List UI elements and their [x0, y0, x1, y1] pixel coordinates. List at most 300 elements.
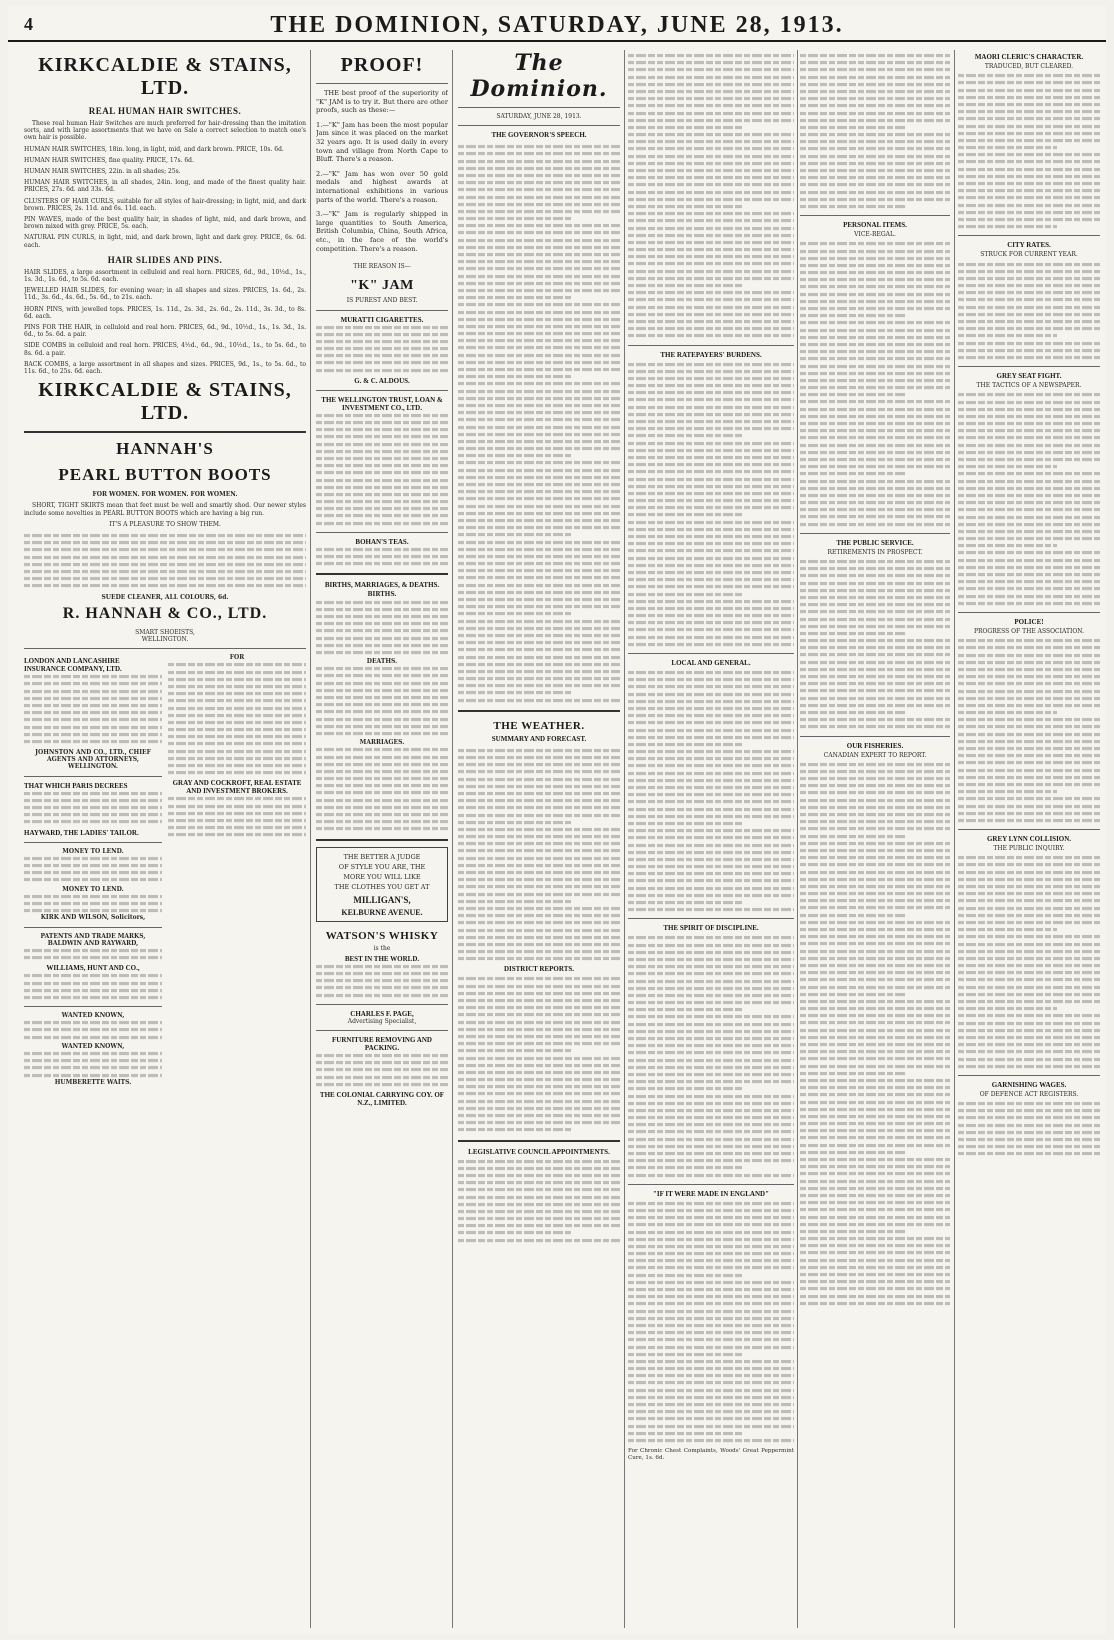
text-line — [800, 429, 950, 432]
text-line — [628, 1360, 794, 1363]
text-line — [800, 718, 950, 721]
text-line — [800, 147, 950, 150]
weather-heading: THE WEATHER. — [493, 719, 585, 732]
text-line — [458, 1085, 620, 1088]
text-line — [458, 382, 620, 385]
text-line — [800, 140, 950, 143]
text-line — [458, 749, 620, 752]
text-line — [958, 675, 1100, 678]
text-line — [628, 600, 794, 603]
text-line — [628, 1223, 794, 1226]
text-line — [628, 1001, 794, 1004]
text-line — [628, 111, 794, 114]
text-line — [958, 587, 1100, 590]
text-line — [628, 205, 744, 208]
text-line — [628, 678, 794, 681]
text-line — [800, 1302, 950, 1305]
text-line — [458, 1100, 620, 1103]
text-line — [628, 54, 794, 57]
births-sub: BIRTHS. — [367, 591, 397, 599]
text-line — [800, 1216, 950, 1219]
grey-fight-body — [958, 391, 1100, 607]
text-line — [628, 944, 794, 947]
wanted-known: WANTED KNOWN, — [61, 1012, 125, 1020]
text-line — [800, 603, 950, 606]
text-line — [458, 821, 571, 824]
lancashire-title: LONDON AND LANCASHIRE INSURANCE COMPANY, LTD. — [24, 657, 122, 674]
text-line — [958, 480, 1100, 483]
text-line — [800, 1144, 950, 1147]
text-line — [628, 1008, 744, 1011]
text-line — [800, 1093, 950, 1096]
text-line — [458, 246, 620, 249]
text-line — [628, 693, 794, 696]
text-line — [458, 519, 620, 522]
text-line — [458, 799, 620, 802]
text-line — [800, 574, 950, 577]
text-line — [800, 249, 950, 252]
maori-body — [958, 72, 1100, 230]
text-line — [628, 1245, 794, 1248]
text-line — [458, 813, 620, 816]
hannah-city: WELLINGTON. — [141, 636, 189, 643]
text-line — [628, 987, 794, 990]
text-line — [628, 1367, 794, 1370]
text-line — [628, 685, 794, 688]
text-line — [458, 267, 620, 270]
text-line — [800, 487, 950, 490]
text-line — [800, 155, 950, 158]
text-line — [800, 205, 905, 208]
text-line — [628, 155, 794, 158]
text-line — [628, 1310, 794, 1313]
text-line — [458, 505, 620, 508]
text-line — [958, 342, 1100, 345]
text-line — [958, 110, 1100, 113]
text-line — [458, 950, 620, 953]
text-line — [458, 310, 620, 313]
garnishing-body — [958, 1100, 1100, 1158]
column-rule — [310, 50, 311, 1628]
reason-brand: "K" JAM — [350, 278, 414, 294]
text-line — [958, 573, 1100, 576]
text-line — [800, 835, 905, 838]
dominion-nameplate: The Dominion. — [470, 50, 608, 102]
text-line — [958, 160, 1100, 163]
text-line — [628, 1317, 794, 1320]
text-line — [458, 977, 620, 980]
text-line — [800, 329, 950, 332]
text-line — [628, 779, 794, 782]
text-line — [958, 139, 1100, 142]
text-line — [958, 225, 1057, 228]
hair-item: NATURAL PIN CURLS, in light, mid, and dark brown, light and dark grey. PRICE, 6s. 6d. each. — [24, 234, 306, 249]
text-line — [958, 668, 1100, 671]
text-line — [800, 515, 950, 518]
births-heading: BIRTHS, MARRIAGES, & DEATHS. — [324, 581, 440, 590]
text-line — [628, 671, 794, 674]
text-line — [628, 628, 794, 631]
kirk-wilson: KIRK AND WILSON, Solicitors, — [40, 914, 146, 922]
text-line — [628, 463, 794, 466]
text-line — [628, 872, 794, 875]
text-line — [458, 943, 620, 946]
slide-item: HAIR SLIDES, a large assortment in celluloid and real horn. PRICES, 6d., 9d., 10½d., 1s., 1s. 3d., 1s. 6d., to 5s. 6d. each. — [24, 268, 306, 284]
text-line — [958, 689, 1100, 692]
text-line — [628, 764, 794, 767]
text-line — [800, 300, 950, 303]
text-line — [958, 602, 1100, 605]
text-line — [458, 497, 620, 500]
text-line — [458, 655, 620, 658]
text-line — [800, 162, 950, 165]
text-line — [458, 992, 620, 995]
text-line — [458, 332, 620, 335]
text-line — [958, 472, 1100, 475]
text-line — [800, 697, 950, 700]
district-body — [458, 975, 620, 1133]
text-line — [628, 614, 794, 617]
text-line — [800, 444, 950, 447]
text-line — [458, 1035, 620, 1038]
gray-cockroft: GRAY AND COCKROFT, REAL ESTATE AND INVESTMENT BROKERS. — [172, 779, 302, 796]
text-line — [628, 1381, 794, 1384]
text-line — [958, 725, 1100, 728]
column-rule — [954, 50, 955, 1628]
text-line — [458, 1006, 620, 1009]
text-line — [800, 1259, 950, 1262]
text-line — [628, 808, 794, 811]
text-line — [958, 175, 1100, 178]
text-line — [628, 413, 794, 416]
kirkcaldie-footer: KIRKCALDIE & STAINS, LTD. — [38, 379, 292, 425]
text-line — [800, 906, 950, 909]
text-line — [958, 871, 1100, 874]
text-line — [958, 408, 1100, 411]
text-line — [958, 182, 1100, 185]
text-line — [800, 1266, 950, 1269]
deaths-sub: DEATHS. — [366, 658, 398, 666]
text-line — [800, 264, 950, 267]
text-line — [628, 90, 794, 93]
text-line — [628, 76, 794, 79]
text-line — [628, 836, 794, 839]
text-line — [800, 293, 950, 296]
text-line — [628, 636, 794, 639]
text-line — [800, 68, 950, 71]
england-body — [628, 1200, 794, 1444]
maori-heading: MAORI CLERIC'S CHARACTER. — [974, 53, 1084, 61]
hair-intro: These real human Hair Switches are much preferred for hair-dressing than the imitation sorts, and with large assortments that we have on Sale a correct selection to match one's own hair is possible. — [24, 120, 306, 142]
text-line — [958, 580, 1100, 583]
hannah-tagline: SMART SHOEISTS, — [135, 628, 195, 636]
text-line — [458, 217, 571, 220]
text-line — [458, 792, 620, 795]
text-line — [958, 146, 1057, 149]
text-line — [628, 1331, 794, 1334]
text-line — [800, 914, 905, 917]
text-line — [628, 843, 794, 846]
ratepayers-heading: THE RATEPAYERS' BURDENS. — [660, 350, 762, 359]
text-line — [458, 555, 620, 558]
text-line — [458, 1107, 620, 1110]
text-line — [458, 999, 620, 1002]
marriages-sub: MARRIAGES. — [359, 739, 405, 747]
text-line — [628, 1073, 794, 1076]
text-line — [458, 641, 620, 644]
hair-item: HUMAN HAIR SWITCHES, 22in. in all shades; 25s. — [24, 168, 181, 176]
column-news-b — [800, 50, 950, 1628]
wellington-trust: THE WELLINGTON TRUST, LOAN & INVESTMENT CO., LTD. — [321, 395, 443, 412]
text-line — [800, 415, 950, 418]
text-line — [800, 1208, 950, 1211]
text-line — [800, 1280, 950, 1283]
text-line — [800, 763, 950, 766]
text-line — [628, 757, 794, 760]
text-line — [958, 218, 1100, 221]
text-line — [628, 169, 794, 172]
watsons-best: BEST IN THE WORLD. — [344, 954, 420, 963]
hannah-copy: SHORT, TIGHT SKIRTS mean that feet must be well and smartly shod. Our newer styles include some novelties in PEARL BUTTON BOOTS which are having a big run. — [24, 502, 306, 517]
text-line — [628, 958, 794, 961]
text-line — [800, 971, 950, 974]
text-line — [628, 1066, 794, 1069]
text-line — [800, 639, 950, 642]
text-line — [628, 499, 794, 502]
text-line — [628, 1059, 794, 1062]
text-line — [958, 993, 1100, 996]
text-line — [458, 224, 620, 227]
text-line — [628, 721, 794, 724]
text-line — [800, 54, 950, 57]
text-line — [628, 1259, 794, 1262]
text-line — [958, 776, 1100, 779]
watsons: WATSON'S WHISKY — [325, 929, 439, 942]
text-line — [958, 769, 1100, 772]
text-line — [628, 1345, 794, 1348]
text-line — [800, 422, 950, 425]
column-rule — [624, 50, 625, 1628]
aldous: G. & C. ALDOUS. — [354, 376, 410, 385]
text-line — [628, 183, 794, 186]
furniture: FURNITURE REMOVING AND PACKING. — [332, 1035, 432, 1052]
text-line — [800, 799, 950, 802]
police-body — [958, 637, 1100, 824]
text-line — [800, 126, 905, 129]
text-line — [800, 501, 950, 504]
text-line — [628, 1439, 794, 1442]
text-line — [800, 1287, 950, 1290]
judge-line: OF STYLE YOU ARE, THE — [338, 862, 426, 871]
text-line — [800, 668, 950, 671]
text-line — [800, 1050, 950, 1053]
text-line — [628, 643, 794, 646]
text-line — [628, 255, 794, 258]
text-line — [628, 1123, 794, 1126]
text-line — [800, 169, 950, 172]
text-line — [800, 978, 950, 981]
text-line — [628, 1374, 794, 1377]
canadian-expert: CANADIAN EXPERT TO REPORT. — [823, 751, 927, 759]
text-line — [628, 241, 794, 244]
text-line — [628, 1410, 794, 1413]
hannah-title: HANNAH'S — [116, 439, 214, 459]
lancashire-agents: JOHNSTON AND CO., LTD., CHIEF AGENTS AND ATTORNEYS, WELLINGTON. — [35, 749, 151, 771]
text-line — [800, 661, 950, 664]
text-line — [628, 1015, 794, 1018]
text-line — [958, 270, 1100, 273]
legislative-body — [458, 1158, 620, 1244]
column-rule — [797, 50, 798, 1628]
text-line — [628, 370, 794, 373]
text-line — [458, 1188, 620, 1191]
hannah-pleasure: IT'S A PLEASURE TO SHOW THEM. — [109, 520, 221, 528]
hair-item: HUMAN HAIR SWITCHES, fine quality. PRICE, 17s. 6d. — [24, 156, 194, 164]
text-line — [458, 670, 620, 673]
text-line — [800, 61, 950, 64]
text-line — [800, 1007, 950, 1010]
text-line — [458, 397, 620, 400]
text-line — [458, 152, 620, 155]
text-line — [628, 549, 794, 552]
text-line — [958, 537, 1100, 540]
text-line — [628, 1109, 794, 1112]
text-line — [800, 1151, 905, 1154]
text-line — [800, 871, 950, 874]
text-line — [458, 368, 620, 371]
text-line — [958, 971, 1100, 974]
text-line — [958, 812, 1100, 815]
text-line — [458, 785, 620, 788]
text-line — [458, 490, 620, 493]
text-line — [628, 1030, 794, 1033]
text-line — [458, 663, 620, 666]
muratti: MURATTI CIGARETTES. — [340, 315, 424, 324]
text-line — [628, 736, 794, 739]
text-line — [800, 863, 950, 866]
text-line — [800, 133, 950, 136]
text-line — [628, 320, 794, 323]
legislative-heading: LEGISLATIVE COUNCIL APPOINTMENTS. — [468, 1147, 610, 1156]
text-line — [458, 1167, 620, 1170]
text-line — [628, 449, 794, 452]
text-line — [800, 307, 950, 310]
text-line — [958, 429, 1100, 432]
text-line — [628, 126, 744, 129]
reason-tag: IS PUREST AND BEST. — [346, 297, 418, 305]
text-line — [628, 212, 794, 215]
text-line — [628, 707, 794, 710]
governors-speech-body — [458, 143, 620, 704]
text-line — [628, 477, 794, 480]
text-line — [800, 104, 950, 107]
text-line — [628, 427, 794, 430]
text-line — [458, 174, 620, 177]
slide-item: HORN PINS, with jewelled tops. PRICES, 1s. 11d., 2s. 3d., 2s. 6d., 2s. 11d., 3s. 3d., to 8s. 6d. each. — [24, 305, 306, 320]
text-line — [958, 878, 1100, 881]
text-line — [628, 542, 794, 545]
masthead — [8, 6, 1106, 42]
greylynn-body — [958, 854, 1100, 1070]
text-line — [458, 1078, 620, 1081]
text-line — [458, 540, 620, 543]
text-line — [628, 972, 794, 975]
text-line — [800, 1129, 950, 1132]
text-line — [958, 313, 1100, 316]
text-line — [628, 793, 794, 796]
text-line — [628, 104, 794, 107]
hair-item: HUMAN HAIR SWITCHES, in all shades, 24in. long, and made of the finest quality hair. PRICES, 27s. 6d. and 33s. 6d. — [24, 179, 306, 194]
text-line — [800, 1223, 950, 1226]
wanted-known: WANTED KNOWN, — [61, 1042, 125, 1050]
text-line — [958, 790, 1057, 793]
hannah-subtitle: PEARL BUTTON BOOTS — [58, 465, 272, 485]
text-line — [458, 526, 620, 529]
slide-item: BACK COMBS, a large assortment in all shapes and sizes. PRICES, 9d., 1s., to 5s. 6d., to 11s. 6d., to 25s. 6d. each. — [24, 360, 306, 376]
text-line — [628, 1425, 794, 1428]
text-line — [958, 899, 1100, 902]
city-rates-heading: CITY RATES. — [1007, 241, 1051, 250]
text-line — [958, 103, 1100, 106]
text-line — [458, 1217, 620, 1220]
milligans: MILLIGAN'S, — [353, 894, 411, 905]
text-line — [628, 901, 744, 904]
text-line — [458, 778, 620, 781]
text-line — [628, 700, 794, 703]
text-line — [958, 132, 1100, 135]
ratepayers-body — [628, 361, 794, 649]
text-line — [458, 260, 620, 263]
text-line — [958, 298, 1100, 301]
text-line — [958, 566, 1100, 569]
text-line — [800, 820, 950, 823]
text-line — [458, 957, 620, 960]
text-line — [628, 191, 794, 194]
text-line — [458, 461, 620, 464]
greylynn-heading: GREY LYNN COLLISION. — [986, 835, 1072, 844]
text-line — [800, 1295, 950, 1298]
text-line — [800, 1172, 950, 1175]
text-line — [458, 354, 620, 357]
hayward-title: THAT WHICH PARIS DECREES — [24, 781, 128, 790]
text-line — [628, 822, 744, 825]
text-line — [958, 733, 1100, 736]
text-line — [800, 1101, 950, 1104]
text-line — [458, 1203, 620, 1206]
text-line — [800, 827, 950, 830]
text-line — [800, 90, 950, 93]
text-line — [458, 605, 620, 608]
news-body — [628, 52, 794, 340]
text-line — [800, 494, 950, 497]
text-line — [800, 813, 950, 816]
text-line — [958, 124, 1100, 127]
text-line — [628, 1116, 794, 1119]
local-heading: LOCAL AND GENERAL. — [671, 659, 751, 667]
text-line — [800, 436, 950, 439]
text-line — [800, 1122, 950, 1125]
text-line — [800, 842, 950, 845]
text-line — [800, 770, 950, 773]
text-line — [628, 1023, 794, 1026]
text-line — [800, 964, 950, 967]
editorial-date: SATURDAY, JUNE 28, 1913. — [496, 113, 582, 120]
text-line — [458, 620, 620, 623]
text-line — [628, 162, 794, 165]
text-line — [958, 89, 1100, 92]
proof-point: 1.—"K" Jam has been the most popular Jam since it was placed on the market 32 years ago. It is used daily in every town and village from North Cape to Bluff. There's a reason. — [316, 120, 448, 164]
text-line — [458, 512, 620, 515]
